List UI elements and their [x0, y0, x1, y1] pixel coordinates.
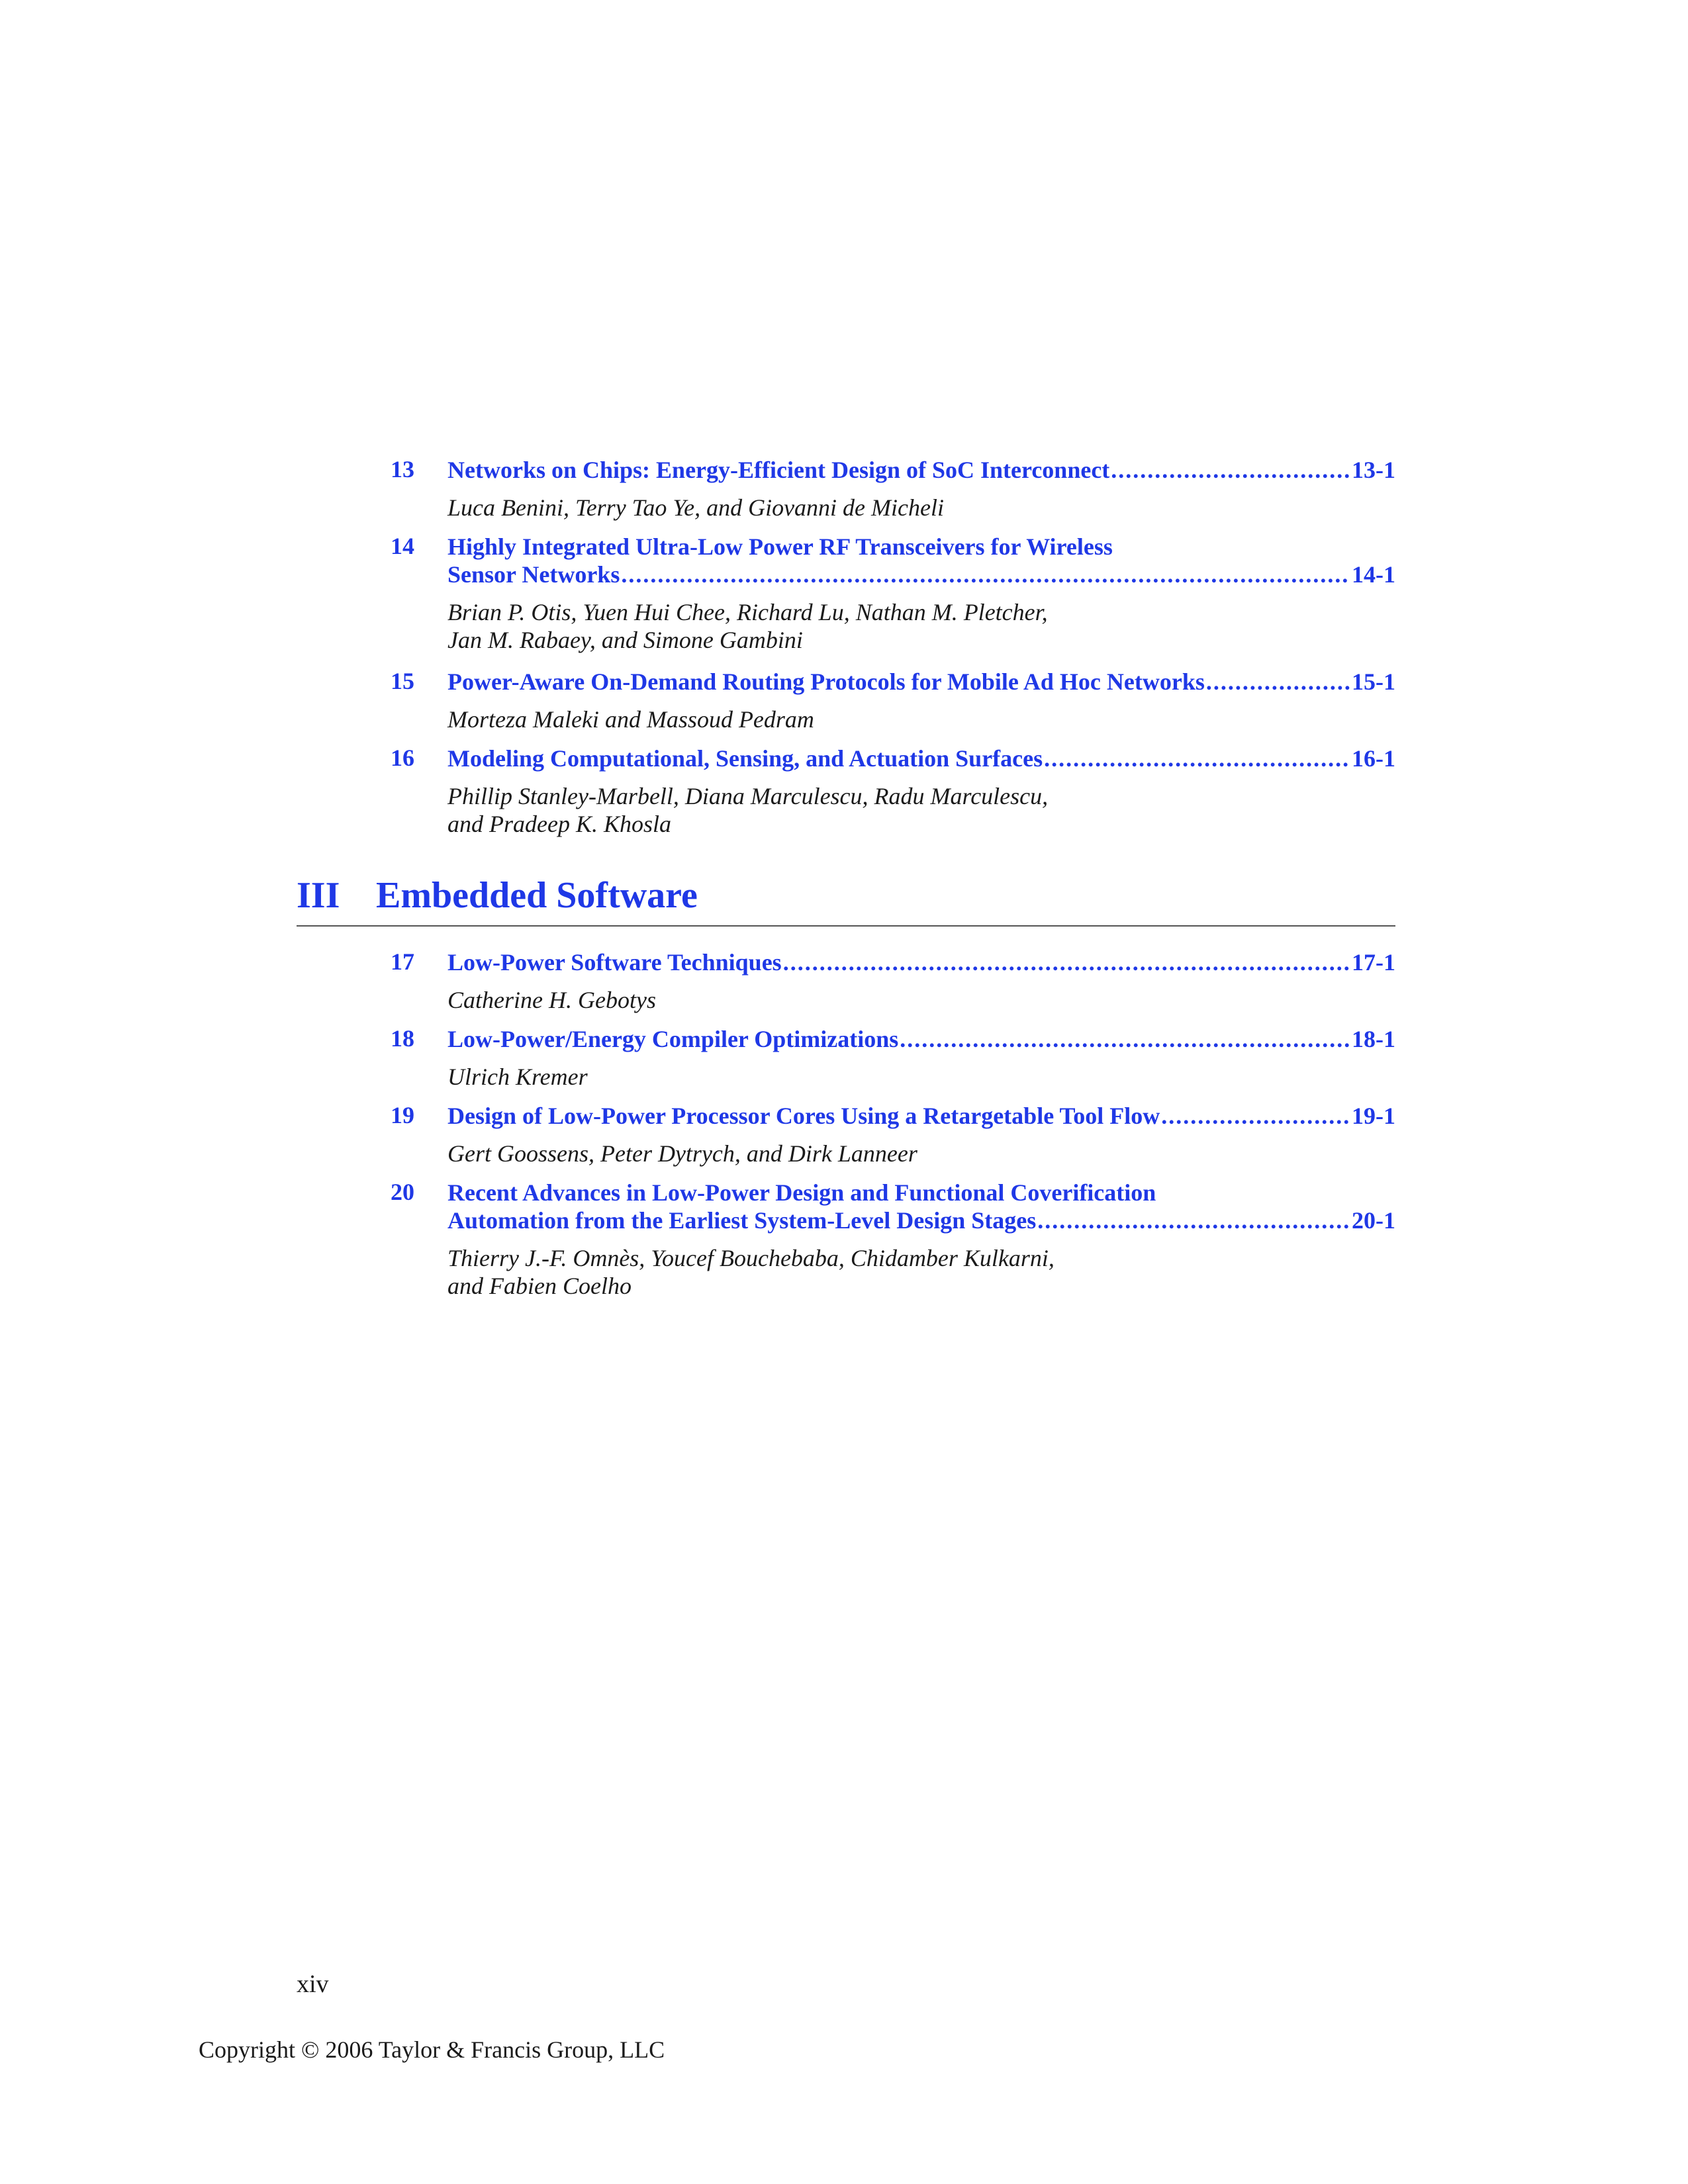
chapter-page: 16-1	[1352, 745, 1395, 772]
author-line: Jan M. Rabaey, and Simone Gambini	[447, 627, 803, 653]
copyright-notice: Copyright © 2006 Taylor & Francis Group, LLC	[199, 2036, 665, 2063]
chapter-number: 17	[391, 948, 414, 975]
chapter-title-text: Automation from the Earliest System-Level Design Stages	[447, 1207, 1037, 1234]
author-line: Ulrich Kremer	[447, 1064, 588, 1090]
dot-leader	[900, 1024, 1350, 1054]
chapter-page: 18-1	[1352, 1026, 1395, 1052]
chapter-title[interactable]	[447, 948, 1395, 977]
dot-leader	[1161, 1101, 1350, 1130]
author-line: Brian P. Otis, Yuen Hui Chee, Richard Lu, Nathan M. Pletcher,	[447, 599, 1048, 625]
chapter-page: 17-1	[1352, 949, 1395, 976]
chapter-authors	[447, 986, 1395, 1014]
author-line: Gert Goossens, Peter Dytrych, and Dirk Lanneer	[447, 1140, 917, 1167]
author-line: Catherine H. Gebotys	[447, 987, 656, 1013]
chapter-authors	[447, 705, 1395, 733]
chapter-number: 14	[391, 533, 414, 559]
chapter-title-text: Low-Power Software Techniques	[447, 949, 782, 976]
chapter-number: 16	[391, 745, 414, 771]
chapter-authors	[447, 1140, 1395, 1167]
chapter-number: 20	[391, 1179, 414, 1205]
chapter-page: 20-1	[1352, 1207, 1395, 1234]
chapter-title-line[interactable]: Recent Advances in Low-Power Design and Functional Coverification	[447, 1179, 1156, 1206]
chapter-title[interactable]	[447, 455, 1395, 484]
chapter-title-text: Modeling Computational, Sensing, and Actuation Surfaces	[447, 745, 1043, 772]
chapter-authors	[447, 494, 1395, 522]
chapter-title[interactable]	[447, 667, 1395, 696]
chapter-page: 15-1	[1352, 668, 1395, 695]
chapter-title[interactable]	[447, 1206, 1395, 1235]
dot-leader	[1111, 455, 1350, 484]
dot-leader	[621, 560, 1350, 589]
chapter-authors	[447, 598, 1395, 654]
author-line: Luca Benini, Terry Tao Ye, and Giovanni de Micheli	[447, 494, 944, 521]
chapter-title[interactable]	[447, 1101, 1395, 1130]
dot-leader	[1037, 1206, 1350, 1235]
dot-leader	[1206, 667, 1350, 696]
chapter-title[interactable]	[447, 1024, 1395, 1054]
author-line: Thierry J.-F. Omnès, Youcef Bouchebaba, Chidamber Kulkarni,	[447, 1245, 1055, 1271]
page-number: xiv	[297, 1970, 329, 1998]
author-line: Morteza Maleki and Massoud Pedram	[447, 706, 814, 733]
chapter-page: 19-1	[1352, 1103, 1395, 1129]
chapter-title-text: Networks on Chips: Energy-Efficient Design of SoC Interconnect	[447, 457, 1110, 483]
chapter-page: 14-1	[1352, 561, 1395, 588]
author-line: and Pradeep K. Khosla	[447, 811, 671, 837]
part-title: Embedded Software	[376, 875, 698, 916]
chapter-title-text: Design of Low-Power Processor Cores Using a Retargetable Tool Flow	[447, 1103, 1160, 1129]
author-line: and Fabien Coelho	[447, 1273, 632, 1299]
chapter-number: 19	[391, 1102, 414, 1128]
chapter-authors	[447, 782, 1395, 838]
author-line: Phillip Stanley-Marbell, Diana Marculescu, Radu Marculescu,	[447, 783, 1049, 809]
chapter-number: 13	[391, 456, 414, 482]
part-number: III	[297, 875, 340, 916]
dot-leader	[1044, 744, 1350, 773]
chapter-page: 13-1	[1352, 457, 1395, 483]
chapter-title[interactable]	[447, 744, 1395, 773]
chapter-title-line[interactable]: Highly Integrated Ultra-Low Power RF Transceivers for Wireless	[447, 533, 1113, 560]
chapter-title-text: Low-Power/Energy Compiler Optimizations	[447, 1026, 899, 1052]
chapter-number: 18	[391, 1025, 414, 1052]
part-divider	[297, 925, 1395, 927]
chapter-title-text: Power-Aware On-Demand Routing Protocols for Mobile Ad Hoc Networks	[447, 668, 1205, 695]
chapter-title[interactable]	[447, 560, 1395, 589]
dot-leader	[783, 948, 1350, 977]
chapter-number: 15	[391, 668, 414, 694]
chapter-authors	[447, 1244, 1395, 1300]
chapter-authors	[447, 1063, 1395, 1091]
chapter-title-text: Sensor Networks	[447, 561, 620, 588]
part-heading[interactable]	[297, 872, 1395, 919]
